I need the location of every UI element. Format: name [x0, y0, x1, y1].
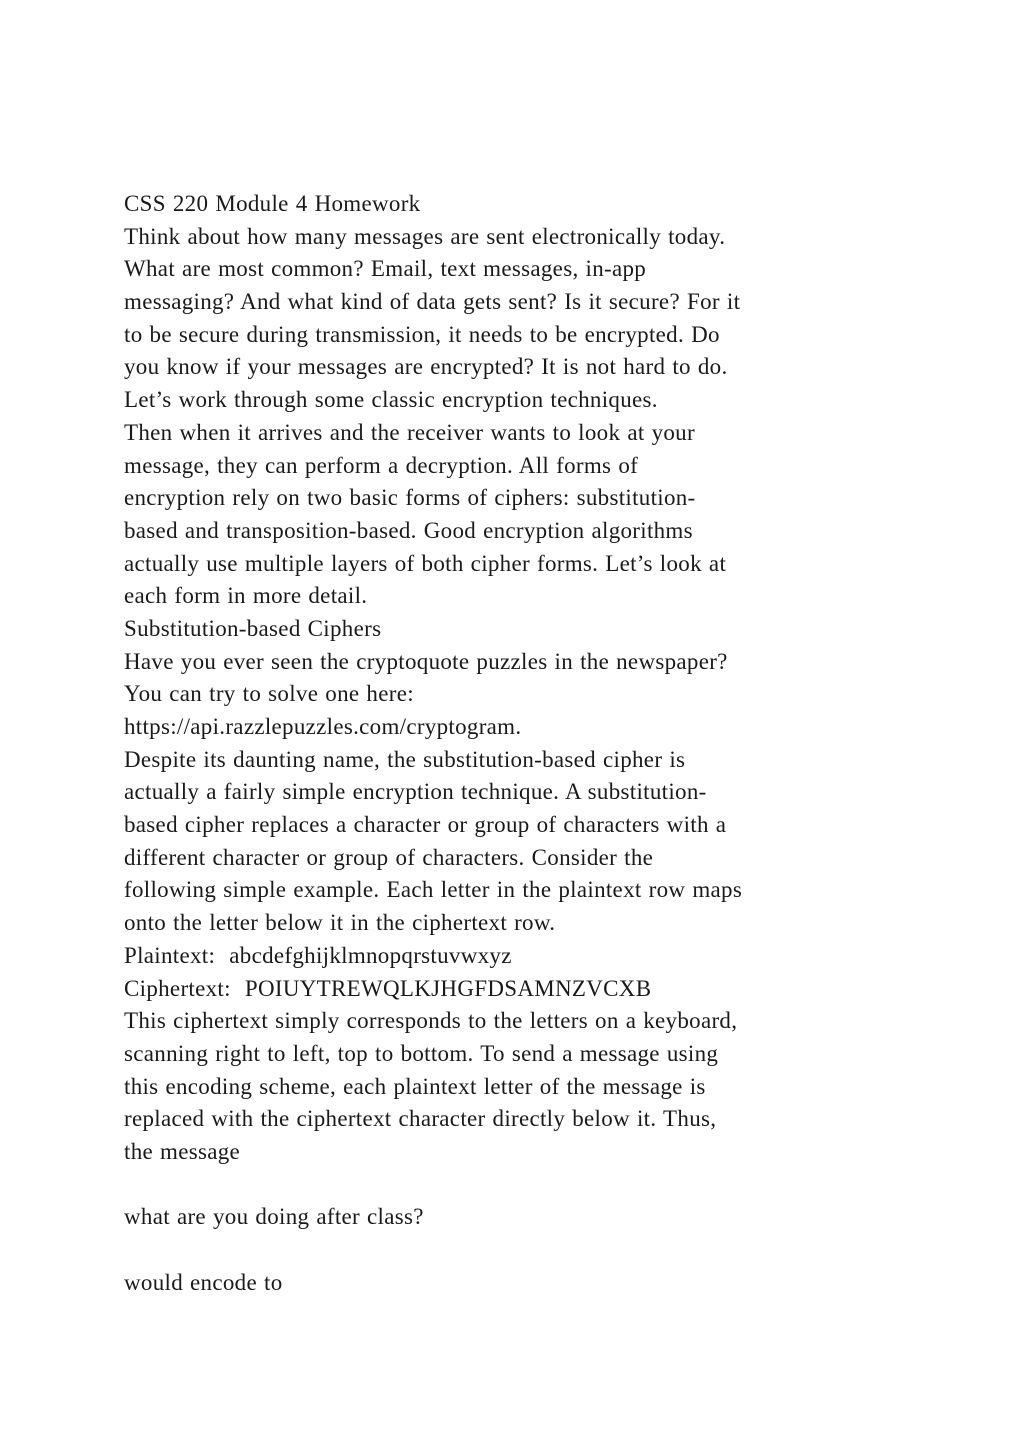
blank-line [124, 1169, 924, 1202]
paragraph-line: actually use multiple layers of both cipher forms. Let’s look at [124, 550, 727, 576]
paragraph-line: scanning right to left, top to bottom. To send a message using [124, 1040, 719, 1066]
paragraph-line: replaced with the ciphertext character directly below it. Thus, [124, 1106, 717, 1132]
paragraph-line: You can try to solve one here: [124, 681, 414, 707]
paragraph-line: Despite its daunting name, the substitution-based cipher is [124, 746, 686, 772]
paragraph-line: different character or group of characters. Consider the [124, 844, 654, 870]
paragraph-line: each form in more detail. [124, 583, 368, 609]
document-title: CSS 220 Module 4 Homework [124, 191, 421, 216]
paragraph-line: to be secure during transmission, it needs to be encrypted. Do [124, 321, 720, 347]
paragraph-line: this encoding scheme, each plaintext letter of the message is [124, 1073, 706, 1099]
paragraph-line: the message [124, 1138, 241, 1164]
paragraph-line: Have you ever seen the cryptoquote puzzles in the newspaper? [124, 648, 728, 674]
paragraph-line: What are most common? Email, text messages, in-app [124, 256, 647, 282]
url-text: https://api.razzlepuzzles.com/cryptogram. [124, 714, 522, 739]
ciphertext-row: Ciphertext: POIUYTREWQLKJHGFDSAMNZVCXB [124, 975, 652, 1001]
paragraph-line: Let’s work through some classic encryption techniques. [124, 387, 658, 413]
example-message: what are you doing after class? [124, 1204, 424, 1230]
paragraph-line: Then when it arrives and the receiver wants to look at your [124, 419, 695, 445]
document-body [124, 188, 924, 1299]
paragraph-line: based cipher replaces a character or group of characters with a [124, 812, 727, 838]
paragraph-line: onto the letter below it in the ciphertext row. [124, 910, 556, 936]
paragraph-line: actually a fairly simple encryption technique. A substitution- [124, 779, 707, 805]
plaintext-row: Plaintext: abcdefghijklmnopqrstuvwxyz [124, 942, 512, 968]
paragraph-line: based and transposition-based. Good encryption algorithms [124, 517, 693, 543]
paragraph-line: would encode to [124, 1269, 283, 1295]
paragraph-line: Think about how many messages are sent electronically today. [124, 223, 726, 249]
paragraph-line: encryption rely on two basic forms of ciphers: substitution- [124, 485, 696, 511]
paragraph-line: messaging? And what kind of data gets sent? Is it secure? For it [124, 289, 741, 315]
blank-line [124, 1234, 924, 1267]
paragraph-line: message, they can perform a decryption. All forms of [124, 452, 639, 478]
paragraph-line: you know if your messages are encrypted? It is not hard to do. [124, 354, 728, 380]
paragraph-line: following simple example. Each letter in the plaintext row maps [124, 877, 743, 903]
section-heading: Substitution-based Ciphers [124, 615, 382, 641]
paragraph-line: This ciphertext simply corresponds to the letters on a keyboard, [124, 1008, 738, 1034]
